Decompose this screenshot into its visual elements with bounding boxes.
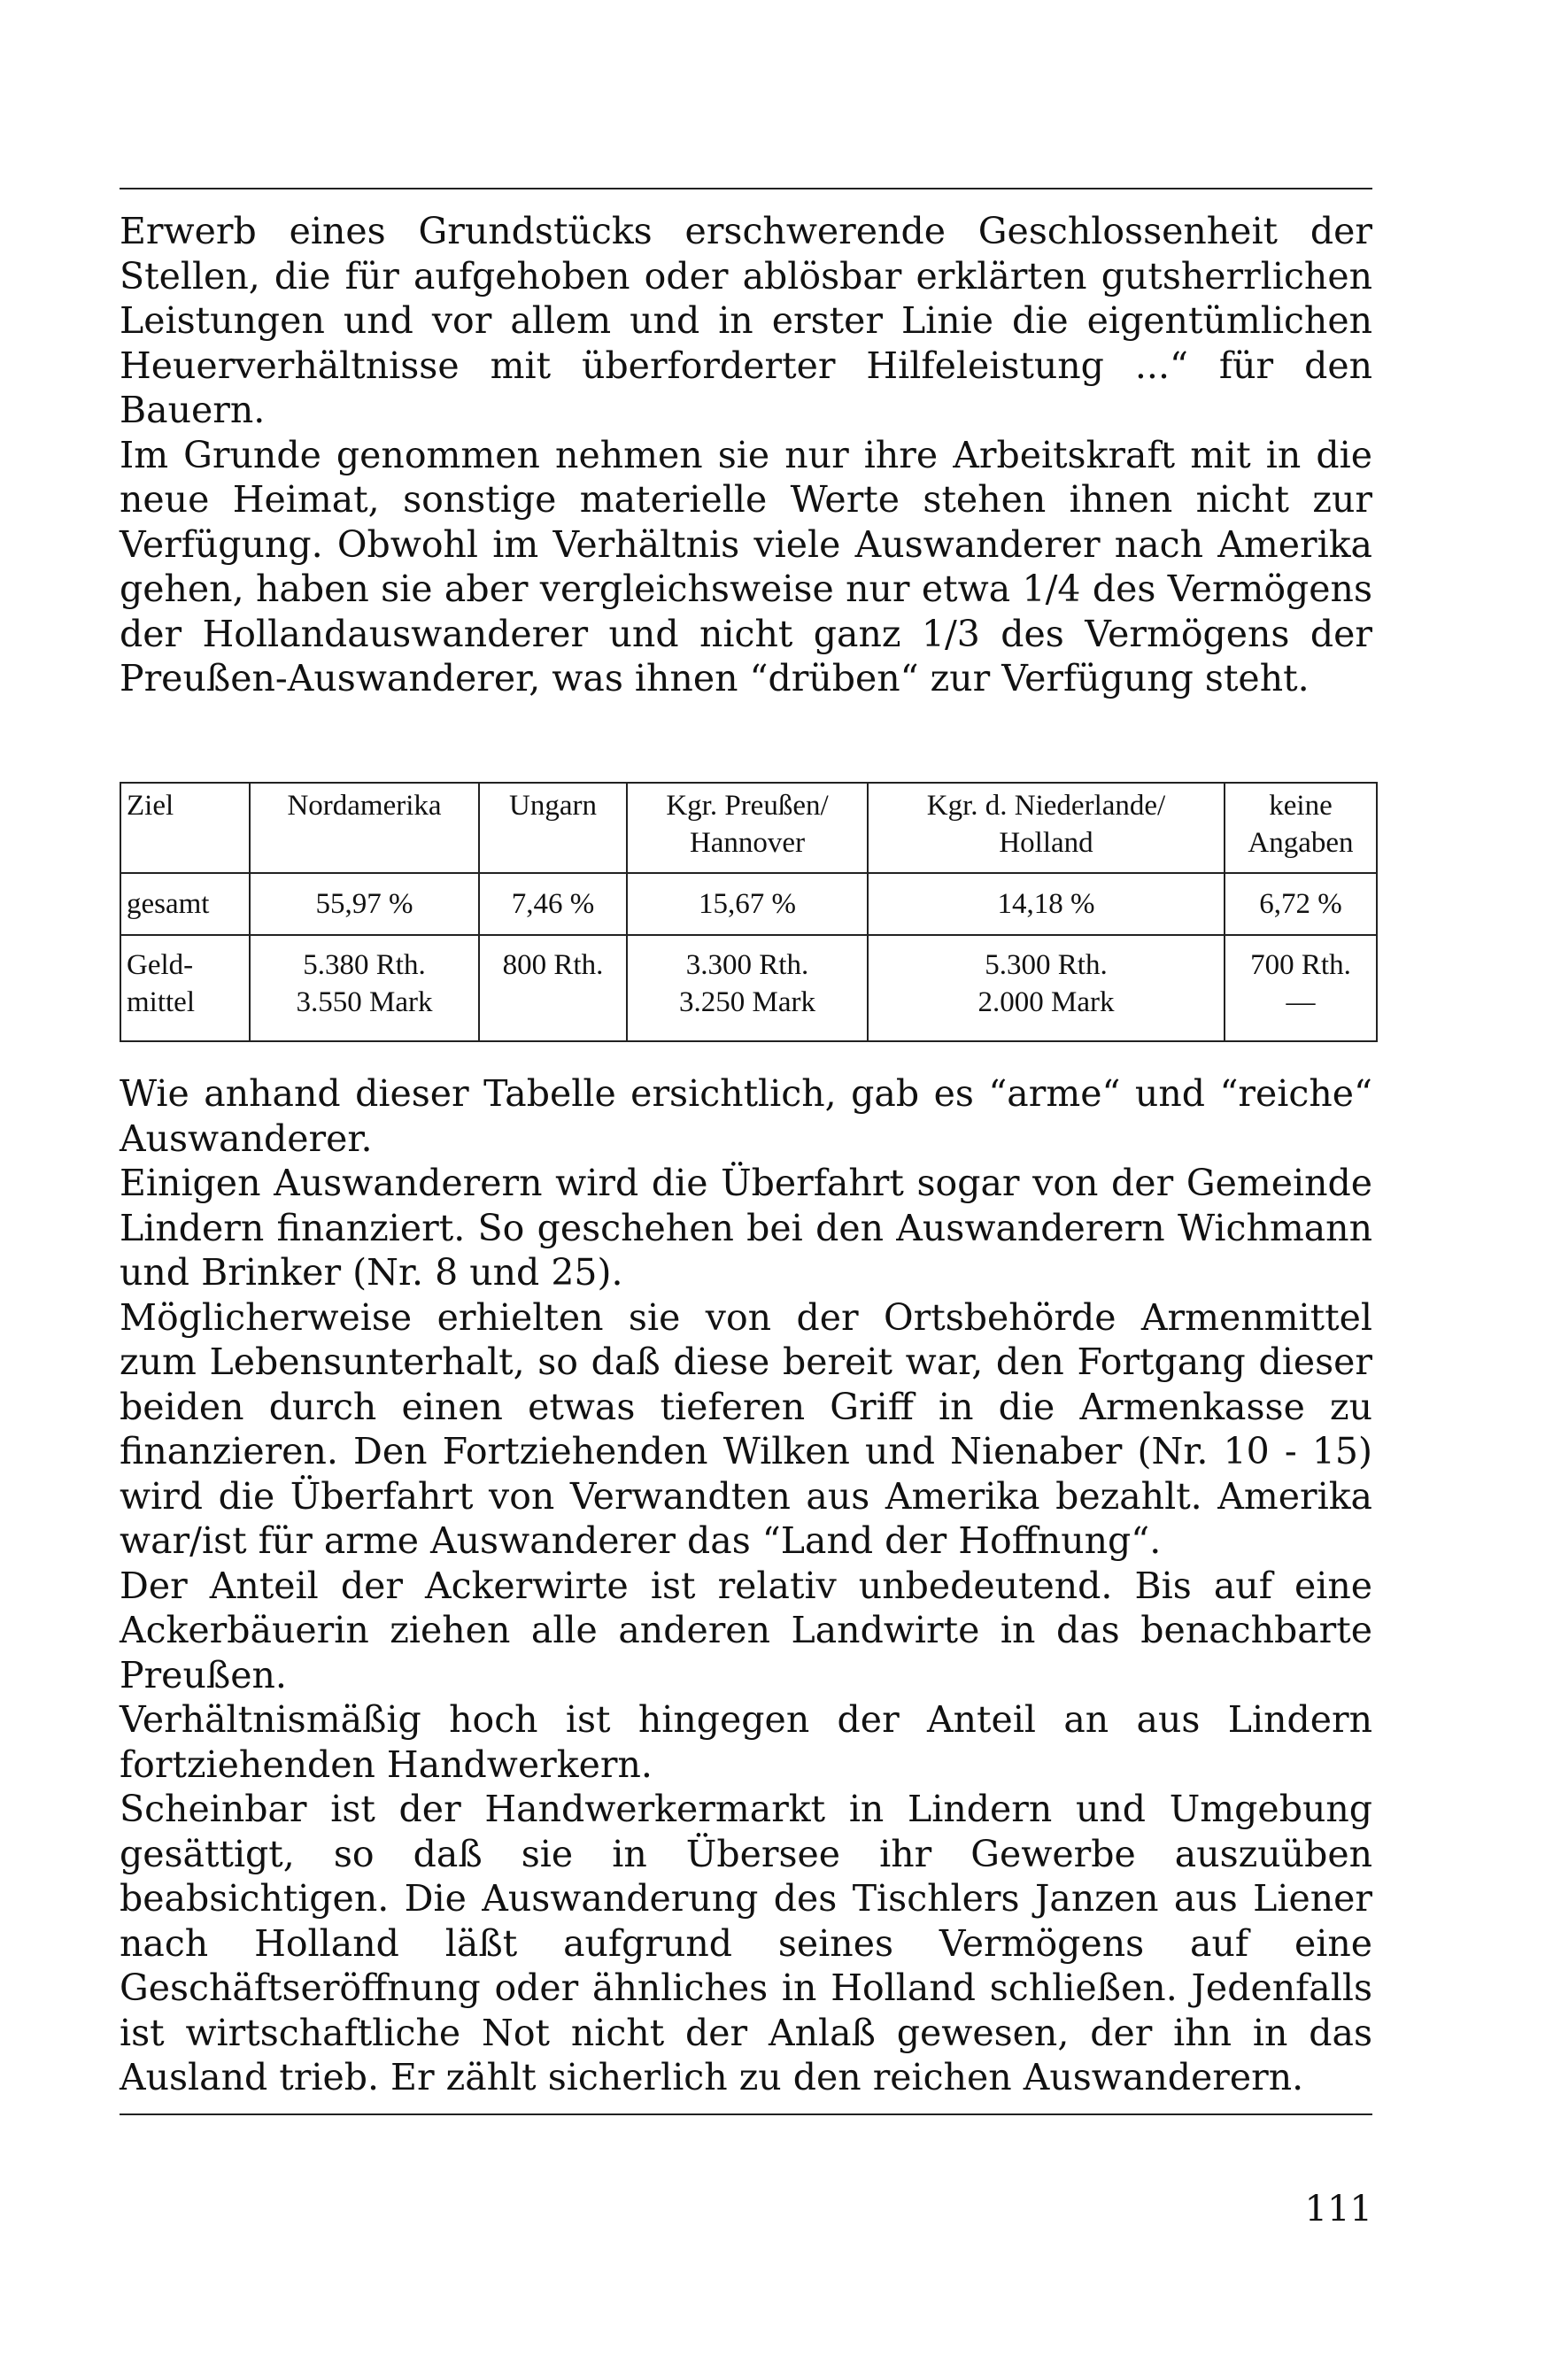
geldmittel-keine-angaben: 700 Rth. — — [1225, 935, 1377, 1041]
row-label-gesamt: gesamt — [120, 873, 250, 935]
gesamt-ungarn: 7,46 % — [479, 873, 627, 935]
header-nordamerika: Nordamerika — [250, 783, 479, 873]
header-niederlande: Kgr. d. Niederlande/ Holland — [868, 783, 1225, 873]
row-label-geldmittel: Geld- mittel — [120, 935, 250, 1041]
header-preussen: Kgr. Preußen/ Hannover — [627, 783, 868, 873]
bottom-rule — [120, 2113, 1372, 2115]
geldmittel-niederlande: 5.300 Rth. 2.000 Mark — [868, 935, 1225, 1041]
table-row-gesamt — [120, 873, 1377, 935]
page-number: 111 — [1304, 2189, 1372, 2229]
body-text-bottom: Wie anhand dieser Tabelle ersichtlich, gab es “arme“ und “reiche“ Auswanderer. Einigen Auswanderern wird die Überfahrt sogar von der Gemeinde Lindern finanziert. So geschehen bei den Auswanderern Wichmann und Brinker (Nr. 8 und 25). Möglicherweise erhielten sie von der Ortsbehörde Armenmittel zum Lebensunterhalt, so daß diese bereit war, den Fortgang dieser beiden durch einen etwas tieferen Griff in die Armenkasse zu finanzieren. Den Fortziehenden Wilken und Nienaber (Nr. 10 - 15) wird die Überfahrt von Verwandten aus Amerika bezahlt. Amerika war/ist für arme Auswanderer das “Land der Hoffnung“. Der Anteil der Ackerwirte ist relativ unbedeutend. Bis auf eine Ackerbäuerin ziehen alle anderen Landwirte in das benachbarte Preußen. Verhältnismäßig hoch ist hingegen der Anteil an aus Lindern fortziehenden Handwerkern. Scheinbar ist der Handwerkermarkt in Lindern und Umgebung gesättigt, so daß sie in Übersee ihr Gewerbe auszuüben beabsichtigen. Die Auswanderung des Tischlers Janzen aus Liener nach Holland läßt aufgrund seines Vermögens auf eine Geschäftseröffnung oder ähnliches in Holland schließen. Jedenfalls ist wirtschaftliche Not nicht der Anlaß gewesen, der ihn in das Ausland trieb. Er zählt sicherlich zu den reichen Auswanderern. — [120, 1072, 1372, 2098]
top-rule — [120, 188, 1372, 189]
emigration-table — [120, 782, 1378, 1042]
body-text-top: Erwerb eines Grundstücks erschwerende Geschlossenheit der Stellen, die für aufgehoben oder ablösbar erklärten gutsherrlichen Leistungen und vor allem und in erster Linie die eigentümlichen Heuerverhältnisse mit überforderter Hilfeleistung ...“ für den Bauern. Im Grunde genommen nehmen sie nur ihre Arbeitskraft mit in die neue Heimat, sonstige materielle Werte stehen ihnen nicht zur Verfügung. Obwohl im Verhältnis viele Auswanderer nach Amerika gehen, haben sie aber vergleichsweise nur etwa 1/4 des Vermögens der Hollandauswanderer und nicht ganz 1/3 des Vermögens der Preußen-Auswanderer, was ihnen “drüben“ zur Verfügung steht. — [120, 210, 1372, 699]
gesamt-keine-angaben: 6,72 % — [1225, 873, 1377, 935]
header-ungarn: Ungarn — [479, 783, 627, 873]
geldmittel-preussen: 3.300 Rth. 3.250 Mark — [627, 935, 868, 1041]
gesamt-nordamerika: 55,97 % — [250, 873, 479, 935]
gesamt-niederlande: 14,18 % — [868, 873, 1225, 935]
table-header-row — [120, 783, 1377, 873]
geldmittel-ungarn: 800 Rth. — [479, 935, 627, 1041]
header-keine-angaben: keine Angaben — [1225, 783, 1377, 873]
gesamt-preussen: 15,67 % — [627, 873, 868, 935]
header-ziel: Ziel — [120, 783, 250, 873]
geldmittel-nordamerika: 5.380 Rth. 3.550 Mark — [250, 935, 479, 1041]
table-row-geldmittel — [120, 935, 1377, 1041]
